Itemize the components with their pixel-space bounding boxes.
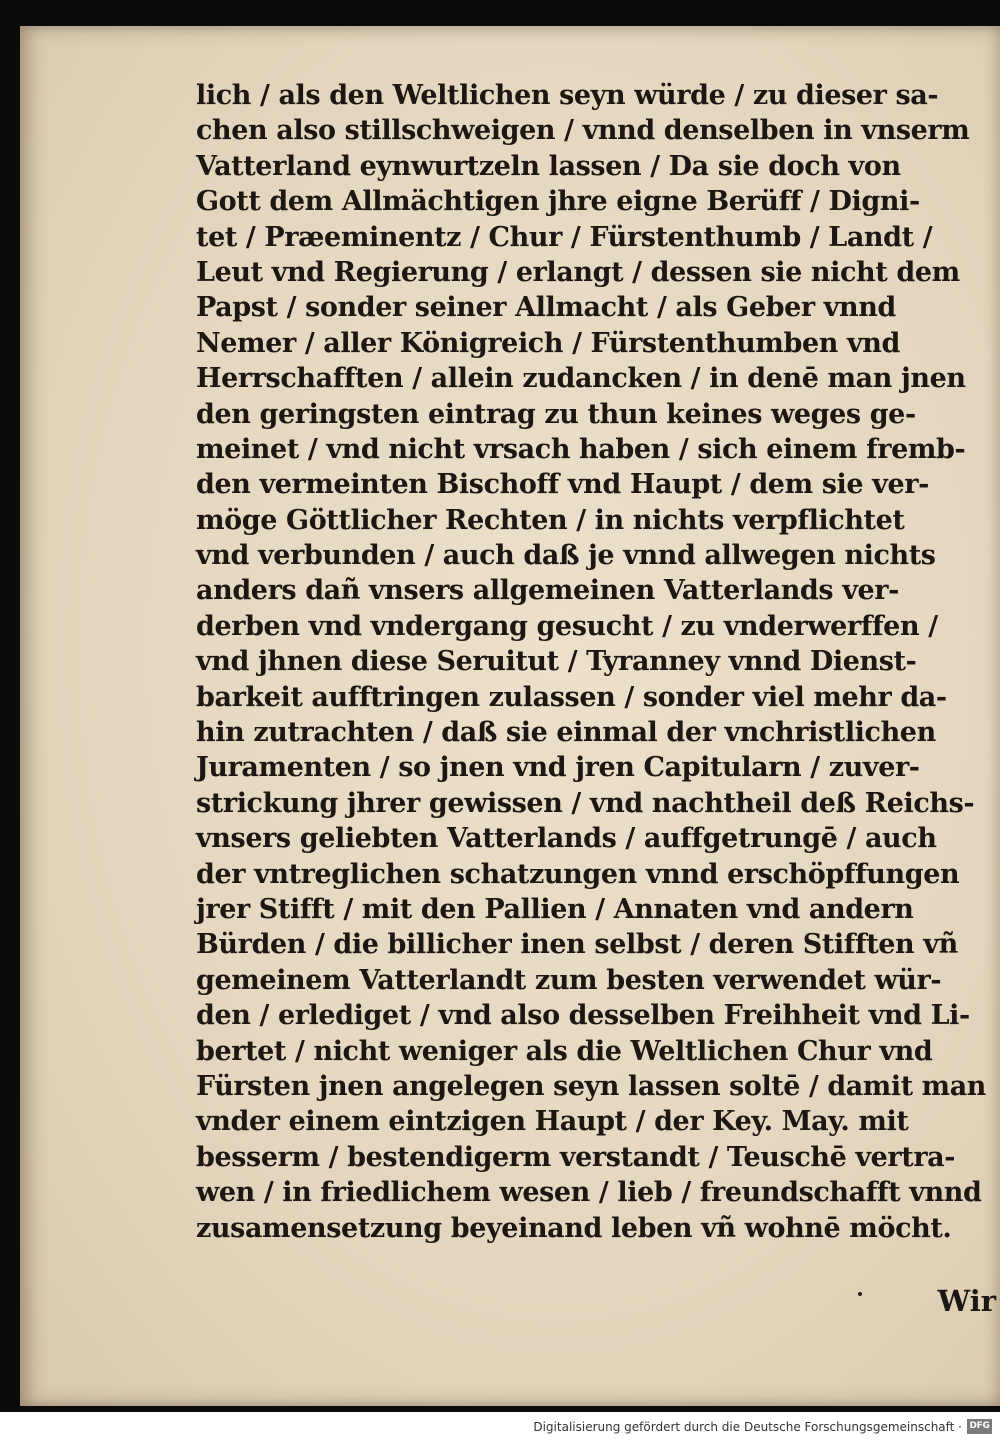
text-line: Vatterland eynwurtzeln lassen / Da sie doch von [196,150,901,182]
catchword: Wir [937,1284,996,1318]
text-line: derben vnd vndergang gesucht / zu vnderwerffen / [196,610,938,642]
text-line: Bürden / die billicher inen selbst / deren Stifften vñ [196,929,958,961]
text-line: vnder einem eintzigen Haupt / der Key. May. mit [196,1106,909,1138]
text-line: strickung jhrer gewissen / vnd nachtheil deß Reichs- [196,787,975,819]
text-line: hin zutrachten / daß sie einmal der vnchristlichen [196,717,936,749]
text-line: zusamensetzung beyeinand leben vñ wohnē möcht. [196,1212,952,1244]
text-line: barkeit aufftringen zulassen / sonder viel mehr da- [196,681,947,713]
text-line: lich / als den Weltlichen seyn würde / zu dieser sa- [196,80,939,111]
text-line: der vntreglichen schatzungen vnnd erschöpffungen [196,858,960,890]
funding-credit: Digitalisierung gefördert durch die Deutsche Forschungsgemeinschaft · [533,1420,962,1434]
text-line: Nemer / aller Königreich / Fürstenthumben vnd [196,327,900,359]
ink-dot [858,1292,862,1296]
text-line: wen / in friedlichem wesen / lieb / freundschafft vnnd [196,1177,982,1209]
text-line: Papst / sonder seiner Allmacht / als Geber vnnd [196,292,896,324]
text-line: Gott dem Allmächtigen jhre eigne Berüff / Digni- [196,186,920,218]
text-line: den / erlediget / vnd also desselben Freihheit vnd Li- [196,1000,970,1032]
text-line: Juramenten / so jnen vnd jren Capitularn / zuver- [196,752,920,784]
text-line: Fürsten jnen angelegen seyn lassen soltē / damit man [196,1070,986,1102]
book-page [20,26,1000,1406]
dfg-logo: DFG [967,1419,992,1434]
text-block [196,78,986,1246]
text-line: jrer Stifft / mit den Pallien / Annaten vnd andern [196,893,914,925]
text-line: besserm / bestendigerm verstandt / Teuschē vertra- [196,1141,956,1173]
text-line: tet / Præeminentz / Chur / Fürstenthumb / Landt / [196,221,933,253]
text-line: vnsers geliebten Vatterlands / auffgetrungē / auch [196,823,937,855]
footer-bar [0,1412,1000,1442]
text-line: möge Göttlicher Rechten / in nichts verpflichtet [196,504,905,536]
text-line: Herrschafften / allein zudancken / in denē man jnen [196,363,966,395]
text-line: anders dañ vnsers allgemeinen Vatterlands ver- [196,575,899,607]
text-line: meinet / vnd nicht vrsach haben / sich einem fremb- [196,433,966,465]
text-line: chen also stillschweigen / vnnd denselben in vnserm [196,115,970,147]
text-line: vnd jhnen diese Seruitut / Tyranney vnnd Dienst- [196,646,917,678]
text-line: gemeinem Vatterlandt zum besten verwendet wür- [196,964,942,996]
text-line: Leut vnd Regierung / erlangt / dessen sie nicht dem [196,256,960,288]
text-line: bertet / nicht weniger als die Weltlichen Chur vnd [196,1035,933,1067]
text-line: den geringsten eintrag zu thun keines weges ge- [196,398,916,430]
text-line: den vermeinten Bischoff vnd Haupt / dem sie ver- [196,469,929,501]
text-line: vnd verbunden / auch daß je vnnd allwegen nichts [196,540,936,572]
